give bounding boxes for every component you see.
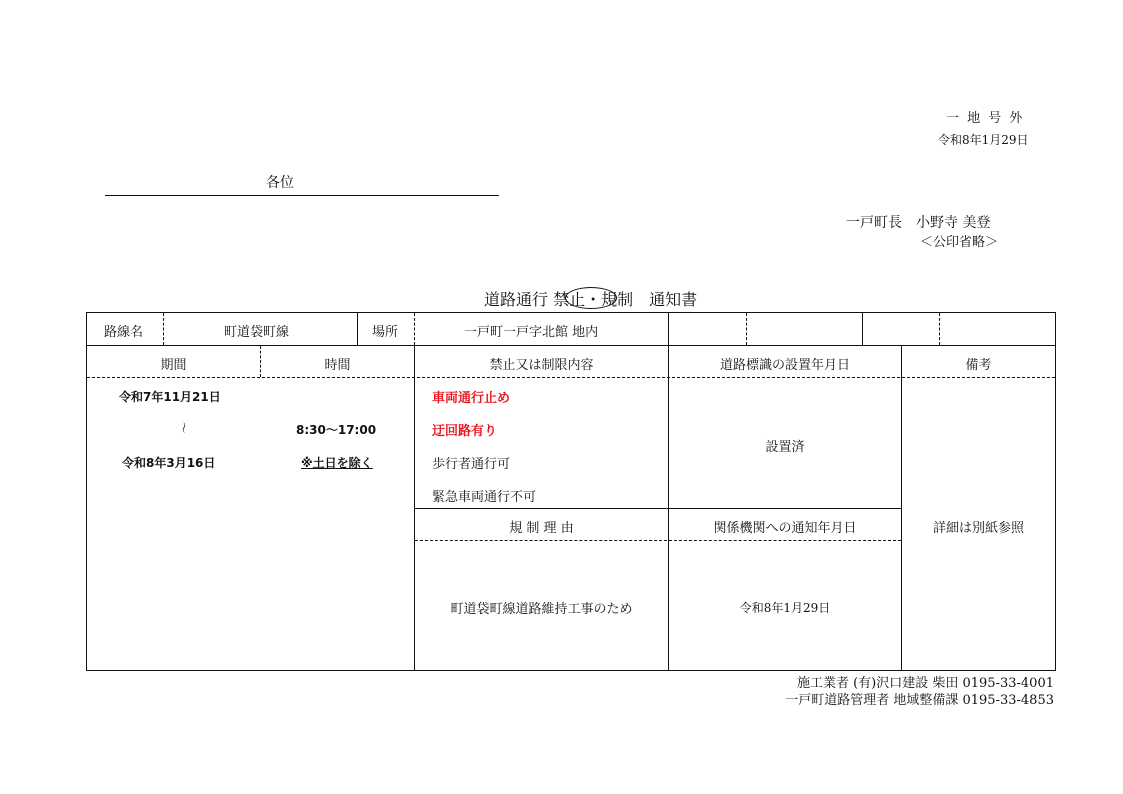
title-rest: 規制 通知書 (601, 290, 698, 309)
period-end: 令和8年3月16日 (122, 456, 216, 470)
route-label: 路線名 (104, 325, 144, 340)
column-divider (901, 345, 902, 671)
sign-date-header: 道路標識の設置年月日 (719, 358, 850, 373)
seal-omitted-note: ＜公印省略＞ (920, 235, 999, 250)
time-note: ※土日を除く (301, 456, 373, 470)
period-tilde: 〜 (176, 421, 191, 434)
header-row-bottom-line (87, 377, 1055, 378)
reason-header-bottom-line (415, 540, 901, 541)
content-item-1: 車両通行止め (432, 391, 511, 406)
sign-status: 設置済 (765, 440, 805, 455)
time-range: 8:30〜17:00 (296, 423, 377, 437)
row1-divider (862, 312, 863, 346)
remarks-header: 備考 (965, 358, 992, 373)
notify-header: 関係機関への通知年月日 (713, 521, 857, 536)
circled-mark (565, 287, 617, 309)
content-item-2: 迂回路有り (432, 424, 498, 439)
place-label: 場所 (372, 325, 399, 340)
title-prefix: 道路通行 (484, 290, 554, 309)
route-value: 町道袋町線 (224, 325, 290, 340)
contractor-info: 施工業者 (有)沢口建設 柴田 0195-33-4001 (796, 676, 1054, 691)
notify-value: 令和8年1月29日 (739, 601, 831, 615)
recipient: 各位 (266, 175, 294, 191)
issuer: 一戸町長 小野寺 美登 (846, 215, 991, 231)
title-separator: ・ (585, 290, 602, 309)
row1-divider (414, 313, 415, 345)
row1-divider (939, 313, 940, 345)
reason-header: 規 制 理 由 (509, 521, 574, 536)
row1-bottom-line (86, 345, 1056, 346)
row1-divider (357, 312, 358, 346)
content-item-4: 緊急車両通行不可 (432, 490, 537, 505)
content-item-3: 歩行者通行可 (432, 457, 511, 472)
period-header: 期間 (160, 358, 187, 373)
table-border-top (86, 312, 1056, 313)
row1-divider (668, 312, 669, 346)
place-value: 一戸町一戸字北館 地内 (464, 325, 599, 340)
period-start: 令和7年11月21日 (119, 390, 221, 404)
issue-date: 令和8年1月29日 (938, 133, 1029, 147)
reason-value: 町道袋町線道路維持工事のため (450, 602, 633, 617)
title-circled-word: 禁止 (553, 290, 586, 309)
time-header: 時間 (324, 358, 351, 373)
recipient-underline (105, 195, 499, 196)
document-number: 一 地 号 外 (946, 111, 1025, 126)
table-border-bottom (86, 670, 1056, 671)
manager-info: 一戸町道路管理者 地域整備課 0195-33-4853 (785, 693, 1054, 708)
table-border-right (1055, 312, 1056, 671)
remarks-value: 詳細は別紙参照 (932, 521, 1024, 536)
row1-divider (163, 313, 164, 345)
row1-divider (746, 313, 747, 345)
content-header: 禁止又は制限内容 (489, 358, 594, 373)
reason-section-top-line (414, 508, 901, 509)
